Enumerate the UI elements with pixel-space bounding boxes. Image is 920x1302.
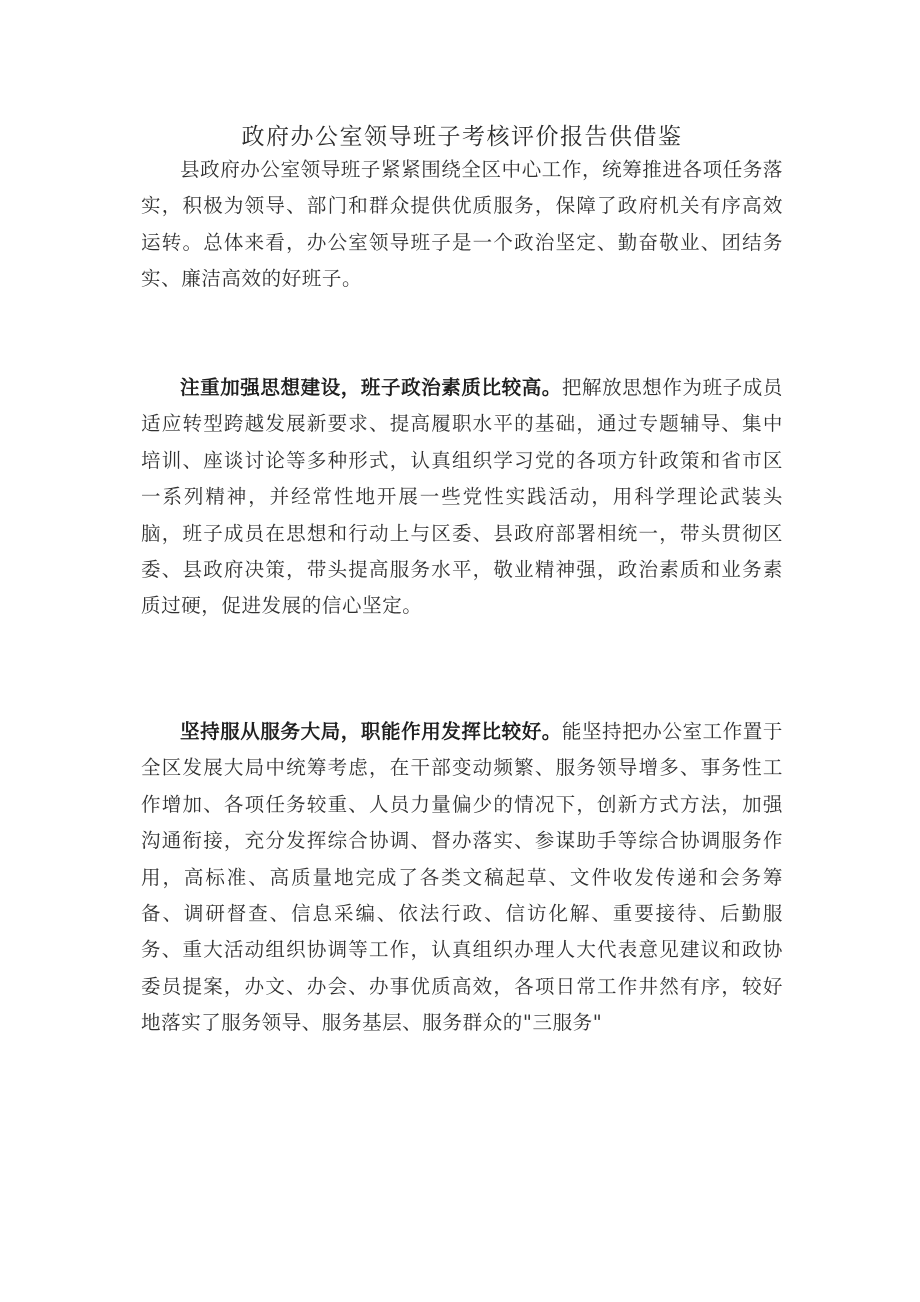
paragraph-ideology-lead: 注重加强思想建设，班子政治素质比较高。 — [180, 376, 562, 399]
paragraph-intro-body: 县政府办公室领导班子紧紧围绕全区中心工作，统筹推进各项任务落实，积极为领导、部门和群众提供优质服务，保障了政府机关有序高效运转。总体来看，办公室领导班子是一个政治坚定、勤奋敬业、团结务实、廉洁高效的好班子。 — [141, 158, 784, 291]
paragraph-service-body: 能坚持把办公室工作置于全区发展大局中统筹考虑，在干部变动频繁、服务领导增多、事务性工作增加、各项任务较重、人员力量偏少的情况下，创新方式方法，加强沟通衔接，充分发挥综合协调、督办落实、参谋助手等综合协调服务作用，高标准、高质量地完成了各类文稿起草、文件收发传递和会务筹备、调研督查、信息采编、依法行政、信访化解、重要接待、后勤服务、重大活动组织协调等工作，认真组织办理人大代表意见建议和政协委员提案，办文、办会、办事优质高效，各项日常工作井然有序，较好地落实了服务领导、服务基层、服务群众的"三服务" — [141, 720, 784, 1035]
paragraph-ideology — [141, 370, 783, 625]
paragraph-ideology-body: 把解放思想作为班子成员适应转型跨越发展新要求、提高履职水平的基础，通过专题辅导、集中培训、座谈讨论等多种形式，认真组织学习党的各项方针政策和省市区一系列精神，并经常性地开展一些党性实践活动，用科学理论武装头脑，班子成员在思想和行动上与区委、县政府部署相统一，带头贯彻区委、县政府决策，带头提高服务水平，敬业精神强，政治素质和业务素质过硬，促进发展的信心坚定。 — [141, 376, 784, 618]
paragraph-service — [141, 714, 783, 1042]
document-title: 政府办公室领导班子考核评价报告供借鉴 — [241, 124, 683, 150]
paragraph-service-lead: 坚持服从服务大局，职能作用发挥比较好。 — [180, 720, 562, 743]
paragraph-intro — [141, 152, 783, 298]
